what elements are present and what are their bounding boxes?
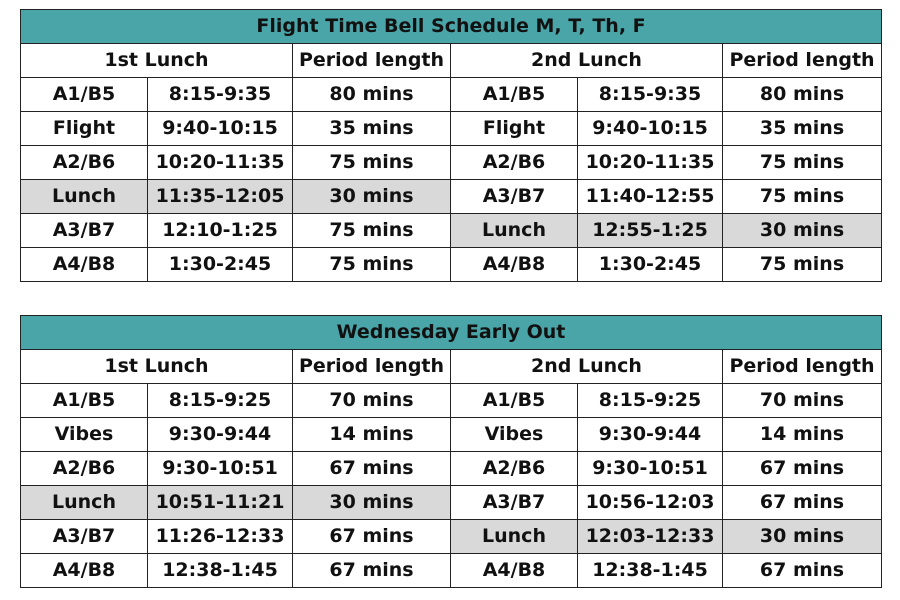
time-cell: 11:26-12:33 <box>148 520 293 554</box>
table-row <box>21 384 882 418</box>
header-period-length: Period length <box>723 44 882 78</box>
length-cell: 30 mins <box>723 520 882 554</box>
period-cell: A1/B5 <box>451 78 578 112</box>
table-row <box>21 214 882 248</box>
period-cell: A1/B5 <box>21 384 148 418</box>
period-cell: A4/B8 <box>21 248 148 282</box>
length-cell: 30 mins <box>293 486 451 520</box>
schedule-table-wednesday <box>20 315 882 588</box>
time-cell: 11:35-12:05 <box>148 180 293 214</box>
period-cell: A1/B5 <box>451 384 578 418</box>
period-cell: Lunch <box>21 486 148 520</box>
period-cell: A3/B7 <box>21 214 148 248</box>
period-cell: Flight <box>451 112 578 146</box>
period-cell: A4/B8 <box>451 554 578 588</box>
time-cell: 10:20-11:35 <box>578 146 723 180</box>
table-row <box>21 486 882 520</box>
time-cell: 9:30-9:44 <box>578 418 723 452</box>
period-cell: A4/B8 <box>451 248 578 282</box>
period-cell: Vibes <box>451 418 578 452</box>
table-row <box>21 112 882 146</box>
time-cell: 8:15-9:35 <box>148 78 293 112</box>
table-title-row <box>21 10 882 44</box>
period-cell: Lunch <box>21 180 148 214</box>
time-cell: 8:15-9:35 <box>578 78 723 112</box>
period-cell: A1/B5 <box>21 78 148 112</box>
length-cell: 67 mins <box>723 486 882 520</box>
period-cell: Lunch <box>451 520 578 554</box>
time-cell: 8:15-9:25 <box>578 384 723 418</box>
table-title: Flight Time Bell Schedule M, T, Th, F <box>21 10 882 44</box>
length-cell: 35 mins <box>723 112 882 146</box>
time-cell: 10:51-11:21 <box>148 486 293 520</box>
table-row <box>21 78 882 112</box>
period-cell: Flight <box>21 112 148 146</box>
length-cell: 67 mins <box>723 554 882 588</box>
time-cell: 8:15-9:25 <box>148 384 293 418</box>
period-cell: A3/B7 <box>451 180 578 214</box>
table-row <box>21 452 882 486</box>
length-cell: 80 mins <box>723 78 882 112</box>
time-cell: 12:38-1:45 <box>148 554 293 588</box>
time-cell: 9:30-10:51 <box>148 452 293 486</box>
header-period-length: Period length <box>293 350 451 384</box>
header-row <box>21 44 882 78</box>
length-cell: 30 mins <box>293 180 451 214</box>
header-2nd-lunch: 2nd Lunch <box>451 44 723 78</box>
length-cell: 14 mins <box>723 418 882 452</box>
length-cell: 14 mins <box>293 418 451 452</box>
length-cell: 67 mins <box>293 452 451 486</box>
time-cell: 1:30-2:45 <box>148 248 293 282</box>
table-row <box>21 180 882 214</box>
length-cell: 75 mins <box>723 146 882 180</box>
table-row <box>21 146 882 180</box>
time-cell: 12:38-1:45 <box>578 554 723 588</box>
header-row <box>21 350 882 384</box>
period-cell: A2/B6 <box>451 452 578 486</box>
period-cell: A3/B7 <box>451 486 578 520</box>
length-cell: 35 mins <box>293 112 451 146</box>
time-cell: 9:30-9:44 <box>148 418 293 452</box>
time-cell: 9:40-10:15 <box>148 112 293 146</box>
period-cell: A3/B7 <box>21 520 148 554</box>
period-cell: A2/B6 <box>21 146 148 180</box>
table-body <box>21 384 882 588</box>
period-cell: A2/B6 <box>21 452 148 486</box>
table-row <box>21 554 882 588</box>
time-cell: 12:10-1:25 <box>148 214 293 248</box>
length-cell: 67 mins <box>293 554 451 588</box>
header-period-length: Period length <box>723 350 882 384</box>
header-period-length: Period length <box>293 44 451 78</box>
period-cell: Vibes <box>21 418 148 452</box>
time-cell: 12:03-12:33 <box>578 520 723 554</box>
length-cell: 70 mins <box>293 384 451 418</box>
time-cell: 10:20-11:35 <box>148 146 293 180</box>
table-row <box>21 418 882 452</box>
length-cell: 67 mins <box>723 452 882 486</box>
header-2nd-lunch: 2nd Lunch <box>451 350 723 384</box>
time-cell: 11:40-12:55 <box>578 180 723 214</box>
length-cell: 75 mins <box>723 180 882 214</box>
table-title: Wednesday Early Out <box>21 316 882 350</box>
length-cell: 75 mins <box>293 214 451 248</box>
length-cell: 30 mins <box>723 214 882 248</box>
length-cell: 67 mins <box>293 520 451 554</box>
header-1st-lunch: 1st Lunch <box>21 44 293 78</box>
length-cell: 75 mins <box>293 146 451 180</box>
time-cell: 12:55-1:25 <box>578 214 723 248</box>
header-1st-lunch: 1st Lunch <box>21 350 293 384</box>
length-cell: 75 mins <box>723 248 882 282</box>
table-row <box>21 520 882 554</box>
table-title-row <box>21 316 882 350</box>
time-cell: 9:40-10:15 <box>578 112 723 146</box>
length-cell: 80 mins <box>293 78 451 112</box>
table-row <box>21 248 882 282</box>
period-cell: A2/B6 <box>451 146 578 180</box>
length-cell: 70 mins <box>723 384 882 418</box>
schedule-table-regular <box>20 9 882 282</box>
time-cell: 9:30-10:51 <box>578 452 723 486</box>
time-cell: 1:30-2:45 <box>578 248 723 282</box>
length-cell: 75 mins <box>293 248 451 282</box>
table-body <box>21 78 882 282</box>
period-cell: A4/B8 <box>21 554 148 588</box>
period-cell: Lunch <box>451 214 578 248</box>
time-cell: 10:56-12:03 <box>578 486 723 520</box>
